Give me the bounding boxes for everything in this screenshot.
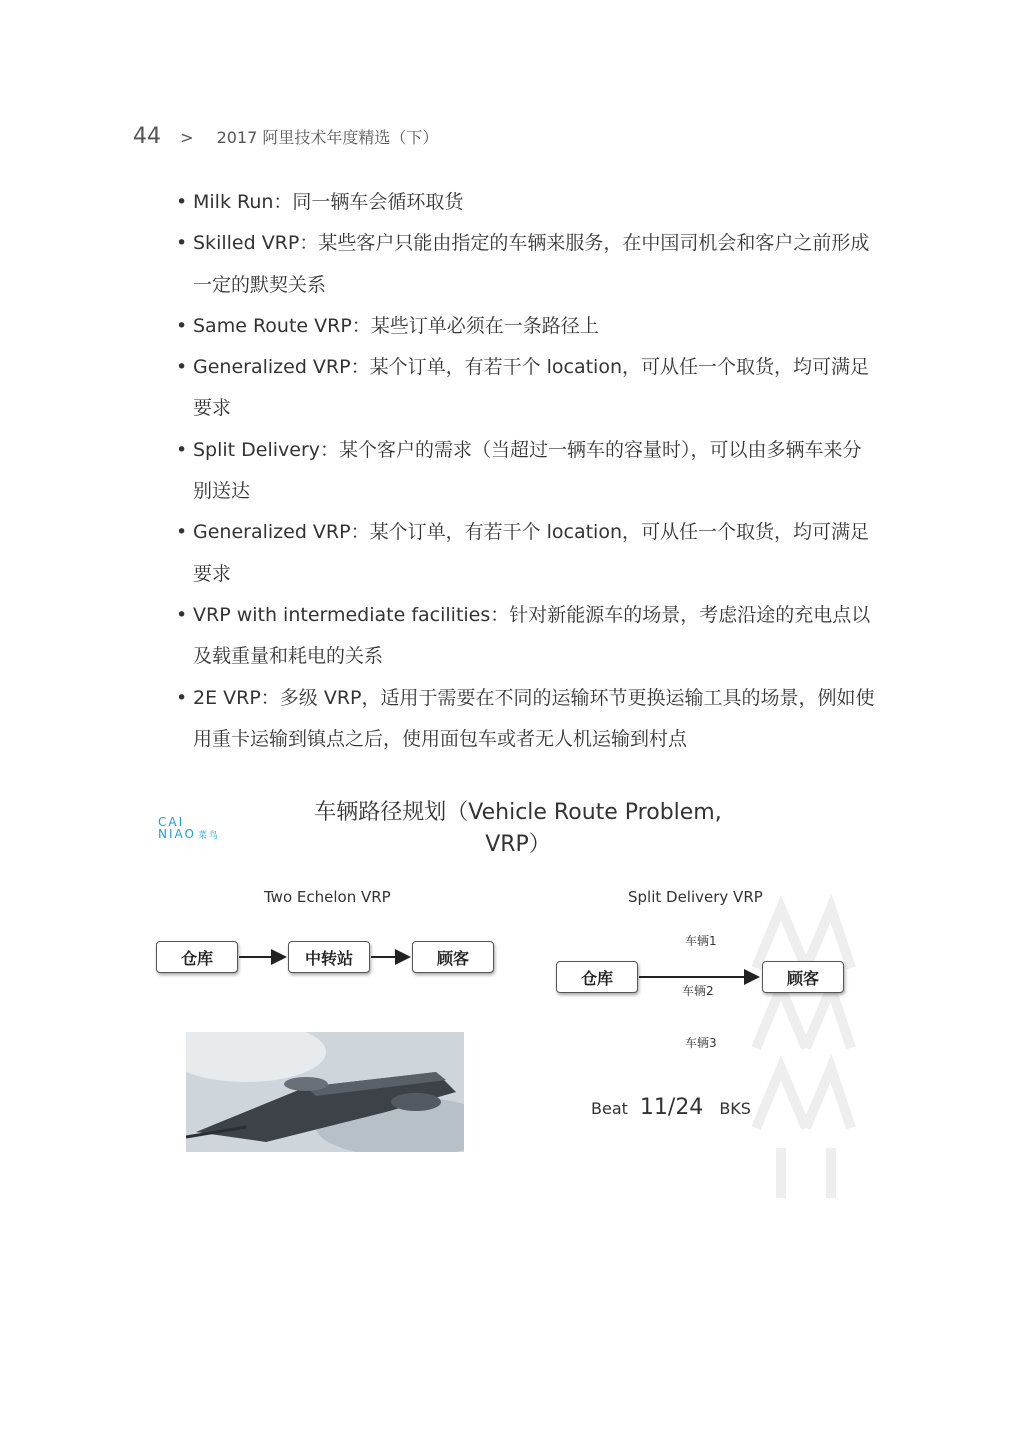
header-separator: > xyxy=(180,128,194,147)
spaceship-image xyxy=(186,1032,464,1152)
list-item: • 2E VRP：多级 VRP，适用于需要在不同的运输环节更换运输工具的场景，例如使用重卡运输到镇点之后，使用面包车或者无人机运输到村点 xyxy=(176,686,875,750)
list-item: • Split Delivery：某个客户的需求（当超过一辆车的容量时），可以由多辆车来分别送达 xyxy=(176,438,862,503)
book-title: 2017 阿里技术年度精选（下） xyxy=(216,128,439,147)
vrp-slide-figure xyxy=(148,783,868,1203)
bullet-list xyxy=(176,182,876,760)
customer-node: 顾客 xyxy=(762,961,844,993)
vehicle-label: 车辆1 xyxy=(685,934,717,948)
transfer-station-node: 中转站 xyxy=(288,941,370,973)
vehicle-label: 车辆2 xyxy=(682,984,714,998)
list-item: • VRP with intermediate facilities：针对新能源车的场景，考虑沿途的充电点以及载重量和耗电的关系 xyxy=(176,603,871,668)
beat-bks-stat: Beat 11/24 BKS xyxy=(591,1095,751,1120)
list-item: • Skilled VRP：某些客户只能由指定的车辆来服务，在中国司机会和客户之前形成一定的默契关系 xyxy=(176,232,870,296)
customer-node: 顾客 xyxy=(412,941,494,973)
page-header xyxy=(133,124,438,149)
list-item: • Generalized VRP：某个订单，有若干个 location，可从任一个取货，均可满足要求 xyxy=(176,356,870,420)
vehicle-label: 车辆3 xyxy=(685,1036,717,1050)
page-number: 44 xyxy=(133,124,161,149)
split-delivery-subtitle: Split Delivery VRP xyxy=(628,888,763,906)
cainiao-logo: CAI NIAO 菜鸟 xyxy=(158,815,220,841)
warehouse-node: 仓库 xyxy=(556,961,638,993)
warehouse-node: 仓库 xyxy=(156,941,238,973)
list-item: • Same Route VRP：某些订单必须在一条路径上 xyxy=(176,314,599,337)
list-item: • Generalized VRP：某个订单，有若干个 location，可从任一个取货，均可满足要求 xyxy=(176,521,870,585)
list-item: • Milk Run：同一辆车会循环取货 xyxy=(176,191,464,213)
slide-title: 车辆路径规划（Vehicle Route Problem, VRP） xyxy=(314,800,722,857)
two-echelon-subtitle: Two Echelon VRP xyxy=(264,888,391,906)
